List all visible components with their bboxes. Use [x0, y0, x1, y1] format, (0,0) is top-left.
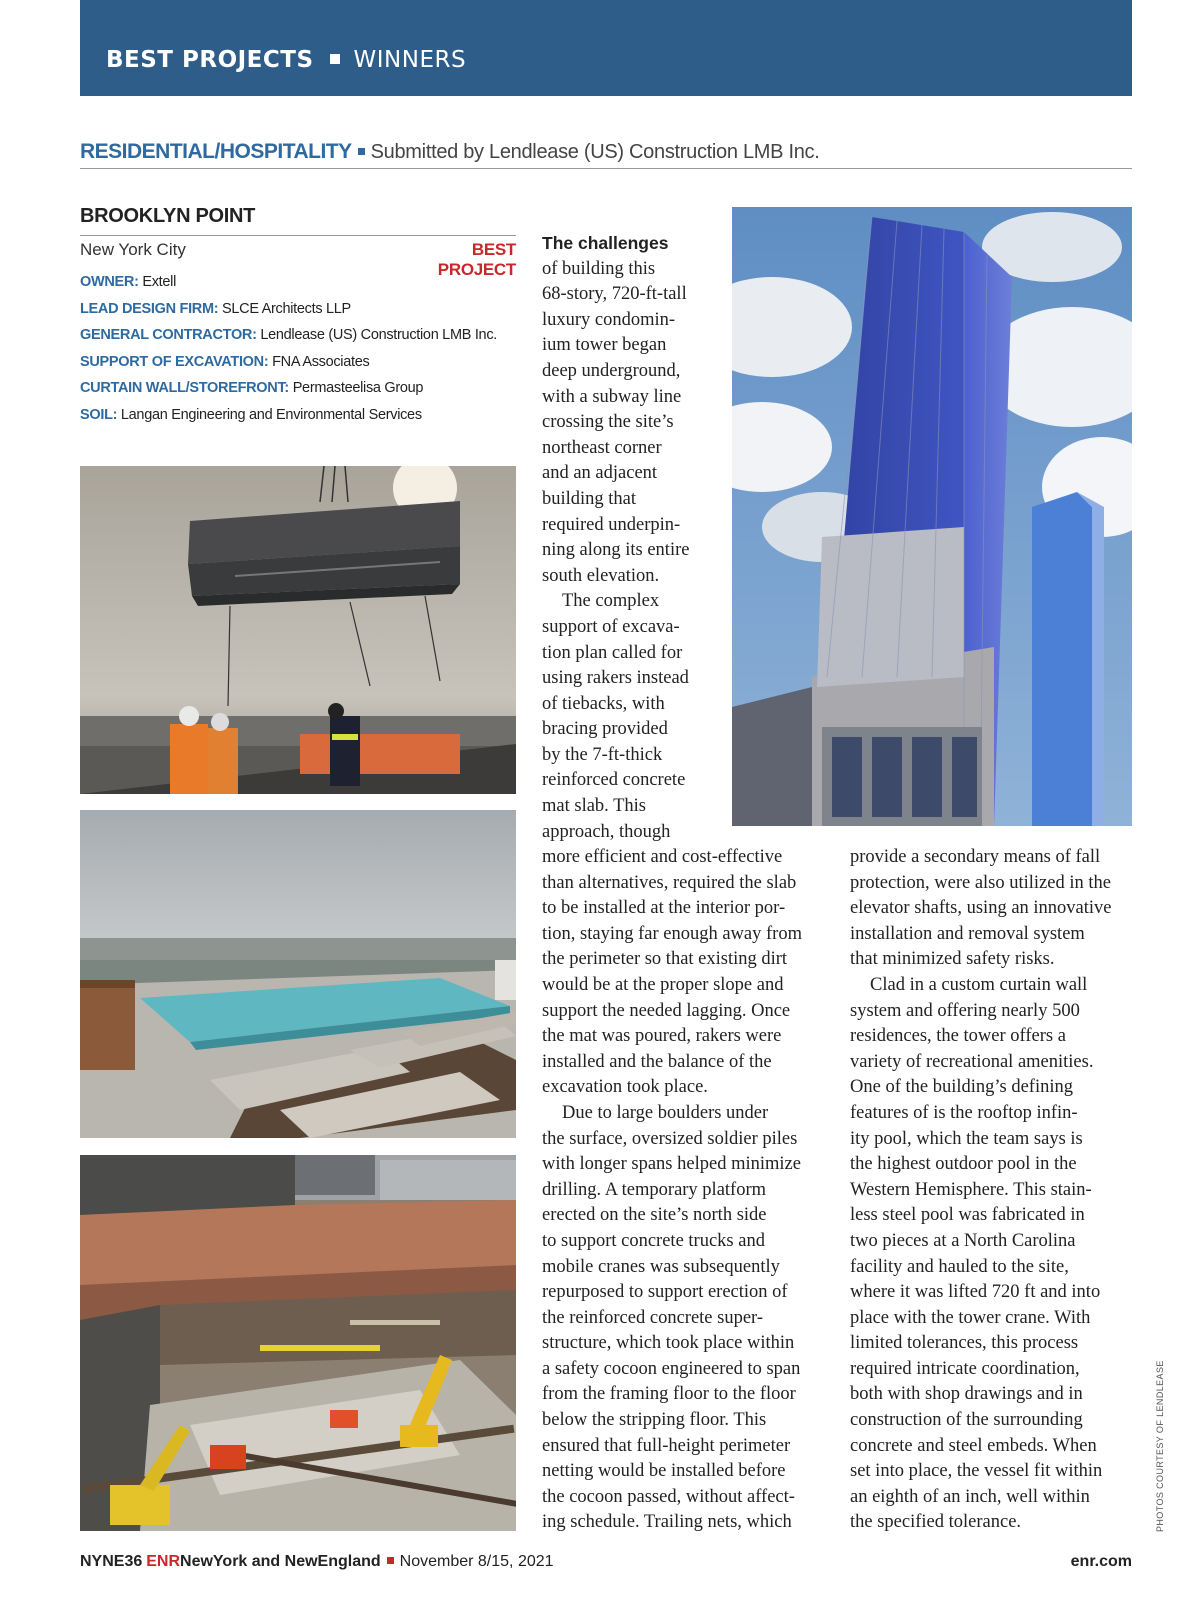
article-column-2	[850, 845, 1140, 1536]
text-line: crossing the site’s	[542, 412, 674, 433]
category-header	[80, 140, 1132, 169]
text-line: facility and hauled to the site,	[850, 1256, 1069, 1277]
page-number: NYNE36	[80, 1553, 143, 1570]
text-line: support the needed lagging. Once	[542, 1000, 791, 1021]
text-line: 68-story, 720-ft-tall	[542, 284, 687, 305]
credit-role: GENERAL CONTRACTOR:	[80, 327, 257, 344]
text-line: ium tower began	[542, 335, 667, 356]
text-line: excavation took place.	[542, 1077, 708, 1098]
credit-lead-design-firm	[80, 301, 520, 328]
text-line: Due to large boulders under	[562, 1102, 769, 1123]
credit-role: OWNER:	[80, 274, 139, 290]
photo-brooklyn-point-tower	[732, 207, 1132, 826]
text-line: variety of recreational amenities.	[850, 1051, 1094, 1072]
text-line: than alternatives, required the slab	[542, 872, 797, 893]
text-line: would be at the proper slope and	[542, 974, 784, 995]
page-footer	[80, 1553, 1132, 1577]
photo-rooftop-pool	[80, 810, 516, 1138]
footer-square-bullet	[387, 1557, 394, 1564]
text-line: structure, which took place within	[542, 1333, 795, 1354]
subsection-label: WINNERS	[353, 47, 467, 73]
text-line: that minimized safety risks.	[850, 949, 1055, 970]
credit-owner	[80, 274, 520, 301]
credit-support-of-excavation	[80, 354, 520, 381]
text-line: south elevation.	[542, 565, 660, 586]
credit-soil	[80, 407, 520, 434]
text-line: reinforced concrete	[542, 770, 686, 791]
photo-credit: PHOTOS COURTESY OF LENDLEASE	[1155, 1360, 1165, 1532]
banner-square-bullet	[330, 54, 340, 64]
credit-role: SOIL:	[80, 406, 118, 423]
section-label: BEST PROJECTS	[106, 47, 314, 73]
project-title: BROOKLYN POINT	[80, 205, 516, 236]
text-line: luxury condomin-	[542, 309, 676, 330]
text-line: the specified tolerance.	[850, 1512, 1022, 1533]
text-line: a safety cocoon engineered to span	[542, 1358, 801, 1379]
text-line: of building this	[542, 258, 656, 279]
text-line: the reinforced concrete super-	[542, 1307, 763, 1328]
submitted-by: Submitted by Lendlease (US) Construction LMB Inc.	[370, 141, 820, 163]
text-line: approach, though	[542, 821, 671, 842]
credit-general-contractor	[80, 327, 520, 354]
text-line: The complex	[562, 591, 660, 612]
text-line: set into place, the vessel fit within	[850, 1461, 1103, 1482]
text-line: the cocoon passed, without affect-	[542, 1486, 795, 1507]
text-line: residences, the tower offers a	[850, 1026, 1066, 1047]
credit-name: FNA Associates	[272, 353, 370, 370]
text-line: construction of the surrounding	[850, 1410, 1083, 1431]
text-line: tion, staying far enough away from	[542, 923, 802, 944]
article-column-1-top	[542, 231, 722, 845]
text-line: netting would be installed before	[542, 1461, 786, 1482]
text-line: the perimeter so that existing dirt	[542, 949, 788, 970]
text-line: less steel pool was fabricated in	[850, 1205, 1085, 1226]
text-line: from the framing floor to the floor	[542, 1384, 796, 1405]
issue-date: November 8/15, 2021	[399, 1553, 554, 1570]
credit-role: LEAD DESIGN FIRM:	[80, 300, 219, 317]
text-line: two pieces at a North Carolina	[850, 1230, 1076, 1251]
text-line: with longer spans helped minimize	[542, 1154, 801, 1175]
text-line: concrete and steel embeds. When	[850, 1435, 1097, 1456]
best-project-badge: BEST PROJECT	[437, 240, 516, 279]
text-line: Western Hemisphere. This stain-	[850, 1179, 1092, 1200]
text-line: place with the tower crane. With	[850, 1307, 1091, 1328]
credit-curtain-wall	[80, 380, 520, 407]
text-line: and an adjacent	[542, 463, 658, 484]
text-line: the surface, oversized soldier piles	[542, 1128, 798, 1149]
text-line: ning along its entire	[542, 540, 690, 561]
credit-name: Lendlease (US) Construction LMB Inc.	[260, 327, 497, 344]
text-line: deep underground,	[542, 360, 681, 381]
text-line: northeast corner	[542, 437, 662, 458]
brand-logo-text: ENR	[146, 1553, 181, 1570]
text-line: system and offering nearly 500	[850, 1000, 1080, 1021]
text-line: repurposed to support erection of	[542, 1282, 788, 1303]
text-line: protection, were also utilized in the	[850, 872, 1111, 893]
text-line: both with shop drawings and in	[850, 1384, 1083, 1405]
photo-crane-lift	[80, 466, 516, 794]
text-line: Clad in a custom curtain wall	[870, 974, 1088, 995]
text-line: drilling. A temporary platform	[542, 1179, 767, 1200]
article-lead-in: The challenges	[542, 233, 669, 253]
text-line: where it was lifted 720 ft and into	[850, 1282, 1101, 1303]
text-line: features of is the rooftop infin-	[850, 1102, 1078, 1123]
credit-name: SLCE Architects LLP	[222, 300, 351, 317]
text-line: of tiebacks, with	[542, 693, 665, 714]
website-link[interactable]: enr.com	[1070, 1553, 1132, 1570]
text-line: limited tolerances, this process	[850, 1333, 1079, 1354]
text-line: ensured that full-height perimeter	[542, 1435, 791, 1456]
text-line: the highest outdoor pool in the	[850, 1154, 1077, 1175]
project-credits	[80, 274, 520, 434]
text-line: mat slab. This	[542, 796, 646, 817]
text-line: mobile cranes was subsequently	[542, 1256, 780, 1277]
text-line: building that	[542, 488, 637, 509]
category-square-bullet	[358, 148, 365, 155]
project-location: New York City	[80, 240, 186, 259]
text-line: to be installed at the interior por-	[542, 898, 786, 919]
credit-name: Extell	[142, 274, 177, 290]
text-line: elevator shafts, using an innovative	[850, 898, 1112, 919]
text-line: the mat was poured, rakers were	[542, 1026, 782, 1047]
category-name: RESIDENTIAL/HOSPITALITY	[80, 140, 352, 163]
article-column-1-bottom	[542, 845, 837, 1536]
text-line: tion plan called for	[542, 642, 683, 663]
credit-name: Permasteelisa Group	[292, 380, 424, 397]
text-line: One of the building’s defining	[850, 1077, 1073, 1098]
text-line: required underpin-	[542, 514, 681, 535]
text-line: below the stripping floor. This	[542, 1410, 767, 1431]
credit-name: Langan Engineering and Environmental Services	[120, 406, 422, 423]
credit-role: CURTAIN WALL/STOREFRONT:	[80, 380, 289, 397]
text-line: required intricate coordination,	[850, 1358, 1080, 1379]
text-line: using rakers instead	[542, 668, 689, 689]
text-line: provide a secondary means of fall	[850, 847, 1101, 867]
text-line: support of excava-	[542, 616, 680, 637]
text-line: ity pool, which the team says is	[850, 1128, 1083, 1149]
text-line: an eighth of an inch, well within	[850, 1486, 1090, 1507]
credit-role: SUPPORT OF EXCAVATION:	[80, 353, 269, 370]
text-line: installation and removal system	[850, 923, 1085, 944]
section-banner	[80, 0, 1132, 96]
text-line: with a subway line	[542, 386, 682, 407]
publication-name: NewYork and NewEngland	[180, 1553, 381, 1570]
photo-excavation-site	[80, 1155, 516, 1531]
text-line: by the 7-ft-thick	[542, 744, 663, 765]
text-line: ing schedule. Trailing nets, which	[542, 1512, 792, 1533]
text-line: more efficient and cost-effective	[542, 847, 783, 867]
text-line: installed and the balance of the	[542, 1051, 772, 1072]
text-line: to support concrete trucks and	[542, 1230, 765, 1251]
text-line: erected on the site’s north side	[542, 1205, 767, 1226]
text-line: bracing provided	[542, 719, 668, 740]
